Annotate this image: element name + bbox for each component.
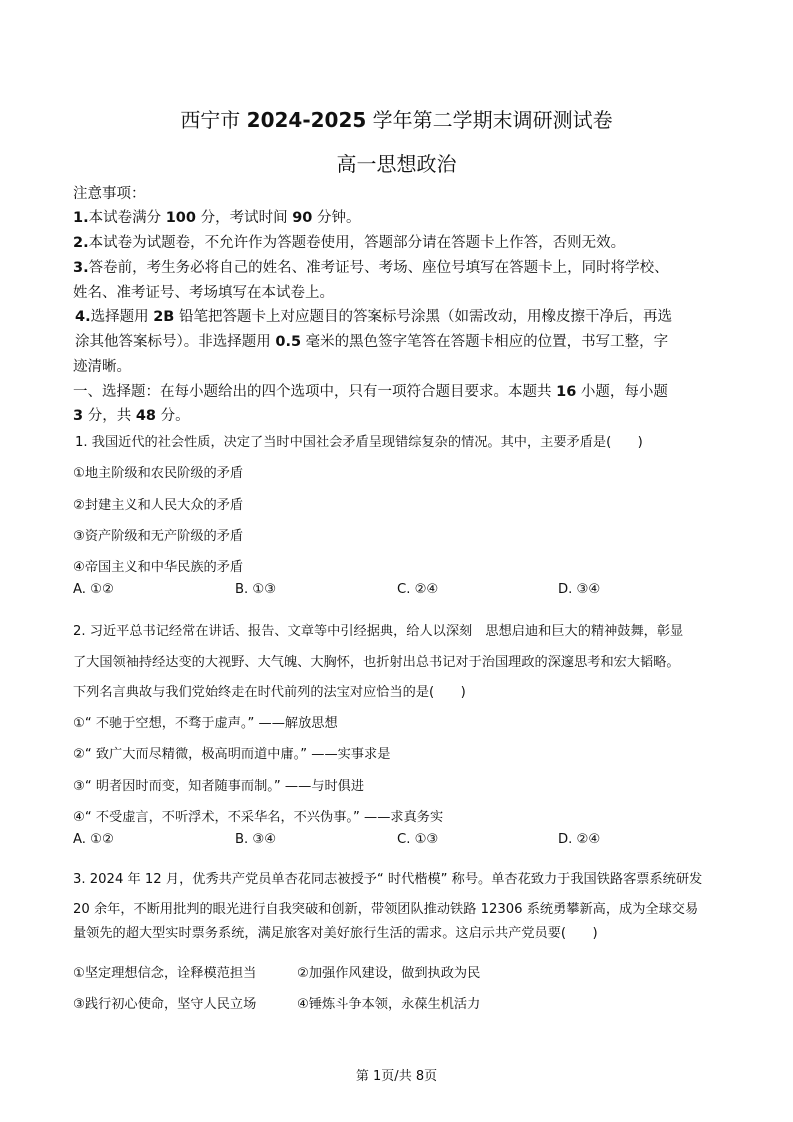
q2-option-a: A. ①② — [73, 832, 114, 847]
page-footer: 第 1页/共 8页 — [355, 1069, 438, 1084]
q1-option-c: C. ②④ — [397, 582, 439, 597]
notice-item-3: 3.答卷前，考生务必将自己的姓名、准考证号、考场、座位号填写在答题卡上，同时将学校、 — [73, 260, 669, 276]
q2-item: ①“ 不驰于空想，不骛于虚声。” ——解放思想 — [73, 716, 338, 731]
exam-title: 西宁市 2024-2025 学年第二学期末调研测试卷 — [180, 108, 613, 132]
q1-option-b: B. ①③ — [235, 582, 277, 597]
q1-option-d: D. ③④ — [558, 582, 601, 597]
q1-option-a: A. ①② — [73, 582, 114, 597]
notice-item-2: 2.本试卷为试题卷，不允许作为答题卷使用，答题部分请在答题卡上作答，否则无效。 — [73, 235, 626, 251]
notice-item-1: 1.本试卷满分 100 分，考试时间 90 分钟。 — [73, 210, 361, 226]
q2-item: ②“ 致广大而尽精微，极高明而道中庸。” ——实事求是 — [73, 747, 391, 762]
notice-item-4: 4.选择题用 2B 铅笔把答题卡上对应题目的答案标号涂黑（如需改动，用橡皮擦干净后，再选 — [75, 309, 672, 325]
q2-option-c: C. ①③ — [397, 832, 439, 847]
q2-option-d: D. ②④ — [558, 832, 601, 847]
q2-stem: 下列名言典故与我们党始终走在时代前列的法宝对应恰当的是( ) — [73, 685, 466, 700]
q2-item: ④“ 不受虚言，不听浮术，不采华名，不兴伪事。” ——求真务实 — [73, 810, 444, 825]
subject-title: 高一思想政治 — [336, 152, 457, 176]
q3-item: ②加强作风建设，做到执政为民 — [297, 966, 481, 981]
q2-option-b: B. ③④ — [235, 832, 277, 847]
q3-stem: 20 余年，不断用批判的眼光进行自我突破和创新，带领团队推动铁路 12306 系统勇攀新高，成为全球交易 — [73, 902, 699, 917]
q1-item: ②封建主义和人民大众的矛盾 — [73, 498, 244, 513]
notice-item-4-cont: 涂其他答案标号）。非选择题用 0.5 毫米的黑色签字笔答在答题卡相应的位置，书写工整，字 — [75, 334, 669, 350]
q3-item: ③践行初心使命，坚守人民立场 — [73, 997, 257, 1012]
q2-stem: 2. 习近平总书记经常在讲话、报告、文章等中引经据典，给人以深刻 思想启迪和巨大的精神鼓舞，彰显 — [73, 624, 684, 639]
notice-heading: 注意事项： — [73, 186, 146, 202]
section-heading: 一、选择题：在每小题给出的四个选项中，只有一项符合题目要求。本题共 16 小题，每小题 — [73, 384, 668, 400]
q3-stem: 量领先的超大型实时票务系统，满足旅客对美好旅行生活的需求。这启示共产党员要( ) — [73, 926, 598, 941]
q3-item: ①坚定理想信念，诠释模范担当 — [73, 966, 257, 981]
q1-item: ③资产阶级和无产阶级的矛盾 — [73, 529, 244, 544]
section-heading-cont: 3 分，共 48 分。 — [73, 408, 190, 424]
notice-item-4-cont2: 迹清晰。 — [73, 359, 131, 375]
q3-stem: 3. 2024 年 12 月，优秀共产党员单杏花同志被授予“ 时代楷模” 称号。单杏花致力于我国铁路客票系统研发 — [73, 872, 703, 887]
q2-stem: 了大国领袖持经达变的大视野、大气魄、大胸怀，也折射出总书记对于治国理政的深邃思考和宏大韬略。 — [73, 655, 680, 670]
q1-item: ①地主阶级和农民阶级的矛盾 — [73, 466, 244, 481]
q3-item: ④锤炼斗争本领，永葆生机活力 — [297, 997, 481, 1012]
q2-item: ③“ 明者因时而变，知者随事而制。” ——与时俱进 — [73, 779, 365, 794]
q1-item: ④帝国主义和中华民族的矛盾 — [73, 560, 244, 575]
notice-item-3-cont: 姓名、准考证号、考场填写在本试卷上。 — [73, 285, 334, 301]
q1-stem: 1. 我国近代的社会性质，决定了当时中国社会矛盾呈现错综复杂的情况。其中，主要矛盾是( ) — [75, 435, 643, 450]
